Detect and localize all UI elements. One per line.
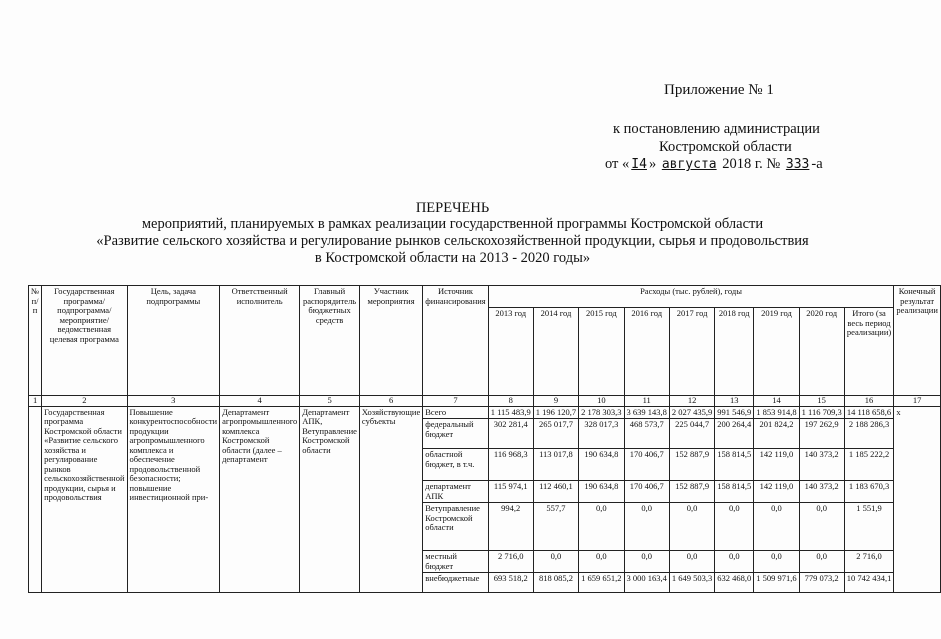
value-cell: 142 119,0 <box>754 481 799 503</box>
value-cell: 2 178 303,3 <box>579 406 624 419</box>
value-cell: 200 264,4 <box>715 419 754 449</box>
value-cell: 0,0 <box>754 551 799 573</box>
decree-line-2: Костромской области <box>659 139 792 155</box>
goal-cell: Повышение конкурентоспособности продукции агропромышленного комплекса и обеспечение продовольственной безопасности; повышение инвестиционной при- <box>127 406 220 593</box>
header-year-2017: 2017 год <box>669 308 714 396</box>
participant-cell: Хозяйствующие субъекты <box>359 406 422 593</box>
title-line-2: «Развитие сельского хозяйства и регулирование рынков сельскохозяйственной продукции, сырья и продовольствия <box>96 233 809 249</box>
value-cell: 693 518,2 <box>488 573 533 593</box>
decree-year: 2018 г. № <box>722 156 781 172</box>
header-year-2018: 2018 год <box>715 308 754 396</box>
value-cell: 328 017,3 <box>579 419 624 449</box>
document-title: ПЕРЕЧЕНЬ <box>415 200 490 216</box>
value-cell: 113 017,8 <box>533 449 578 481</box>
measures-table <box>28 285 941 593</box>
value-cell: 1 115 483,9 <box>488 406 533 419</box>
title-line-3: в Костромской области на 2013 - 2020 годы» <box>314 250 591 266</box>
value-cell: 0,0 <box>715 503 754 551</box>
source-cell: федеральный бюджет <box>423 419 488 449</box>
column-number: 9 <box>533 396 578 407</box>
value-cell: 1 853 914,8 <box>754 406 799 419</box>
header-total: Итого (за весь период реализации) <box>844 308 894 396</box>
value-cell: 779 073,2 <box>799 573 844 593</box>
source-cell: областной бюджет, в т.ч. <box>423 449 488 481</box>
value-cell: 1 509 971,6 <box>754 573 799 593</box>
value-cell: 1 185 222,2 <box>844 449 894 481</box>
value-cell: 0,0 <box>579 551 624 573</box>
column-number: 2 <box>42 396 127 407</box>
value-cell: 0,0 <box>799 503 844 551</box>
column-number: 11 <box>624 396 669 407</box>
value-cell: 190 634,8 <box>579 481 624 503</box>
decree-from: от « <box>605 156 630 172</box>
source-cell: Всего <box>423 406 488 419</box>
value-cell: 140 373,2 <box>799 449 844 481</box>
value-cell: 142 119,0 <box>754 449 799 481</box>
column-number: 1 <box>29 396 42 407</box>
column-number: 16 <box>844 396 894 407</box>
value-cell: 158 814,5 <box>715 481 754 503</box>
column-number: 15 <box>799 396 844 407</box>
value-cell: 152 887,9 <box>669 481 714 503</box>
value-cell: 3 639 143,8 <box>624 406 669 419</box>
value-cell: 1 649 503,3 <box>669 573 714 593</box>
value-cell: 0,0 <box>533 551 578 573</box>
value-cell: 1 116 709,3 <box>799 406 844 419</box>
header-source: Источник финансирования <box>423 286 488 396</box>
source-cell: внебюджетные <box>423 573 488 593</box>
header-num: № п/п <box>29 286 42 396</box>
column-number: 17 <box>894 396 941 407</box>
value-cell: 116 968,3 <box>488 449 533 481</box>
value-cell: 190 634,8 <box>579 449 624 481</box>
value-cell: 170 406,7 <box>624 449 669 481</box>
manager-cell: Департамент АПК, Ветуправление Костромской области <box>300 406 360 593</box>
decree-day: I4 <box>631 157 647 172</box>
value-cell: 115 974,1 <box>488 481 533 503</box>
value-cell: 158 814,5 <box>715 449 754 481</box>
header-result: Конечный результат реализации <box>894 286 941 396</box>
column-number: 7 <box>423 396 488 407</box>
value-cell: 1 183 670,3 <box>844 481 894 503</box>
value-cell: 991 546,9 <box>715 406 754 419</box>
value-cell: 152 887,9 <box>669 449 714 481</box>
source-cell: Ветуправление Костромской области <box>423 503 488 551</box>
value-cell: 1 551,9 <box>844 503 894 551</box>
title-line-1: мероприятий, планируемых в рамках реализации государственной программы Костромской области <box>141 216 764 232</box>
header-year-2019: 2019 год <box>754 308 799 396</box>
value-cell: 1 659 651,2 <box>579 573 624 593</box>
value-cell: 201 824,2 <box>754 419 799 449</box>
value-cell: 302 281,4 <box>488 419 533 449</box>
column-number-row <box>29 396 941 407</box>
decree-mid: » <box>648 156 657 172</box>
value-cell: 2 716,0 <box>844 551 894 573</box>
header-manager: Главный распорядитель бюджетных средств <box>300 286 360 396</box>
program-cell: Государственная программа Костромской области «Развитие сельского хозяйства и регулирование рынков сельскохозяйственной продукции, сырья и продовольствия <box>42 406 127 593</box>
responsible-cell: Департамент агропромышленного комплекса Костромской области (далее – департамент <box>220 406 300 593</box>
result-cell: х <box>894 406 941 593</box>
decree-date-line <box>605 156 823 173</box>
value-cell: 0,0 <box>579 503 624 551</box>
value-cell: 197 262,9 <box>799 419 844 449</box>
column-number: 3 <box>127 396 220 407</box>
header-goal: Цель, задача подпрограммы <box>127 286 220 396</box>
column-number: 8 <box>488 396 533 407</box>
value-cell: 0,0 <box>624 503 669 551</box>
source-cell: департамент АПК <box>423 481 488 503</box>
value-cell: 468 573,7 <box>624 419 669 449</box>
column-number: 12 <box>669 396 714 407</box>
header-year-2013: 2013 год <box>488 308 533 396</box>
column-number: 4 <box>220 396 300 407</box>
table-row-total <box>29 406 941 419</box>
header-program: Государственная программа/ подпрограмма/ мероприятие/ ведомственная целевая программа <box>42 286 127 396</box>
decree-line-1: к постановлению администрации <box>613 121 820 137</box>
column-number: 6 <box>359 396 422 407</box>
value-cell: 994,2 <box>488 503 533 551</box>
column-number: 14 <box>754 396 799 407</box>
value-cell: 140 373,2 <box>799 481 844 503</box>
header-year-2015: 2015 год <box>579 308 624 396</box>
decree-month: августа <box>661 157 717 172</box>
value-cell: 112 460,1 <box>533 481 578 503</box>
value-cell: 265 017,7 <box>533 419 578 449</box>
header-expenses: Расходы (тыс. рублей), годы <box>488 286 894 308</box>
value-cell: 0,0 <box>799 551 844 573</box>
header-year-2016: 2016 год <box>624 308 669 396</box>
source-cell: местный бюджет <box>423 551 488 573</box>
value-cell: 0,0 <box>669 503 714 551</box>
header-responsible: Ответственный исполнитель <box>220 286 300 396</box>
value-cell: 557,7 <box>533 503 578 551</box>
header-year-2014: 2014 год <box>533 308 578 396</box>
decree-suffix: -а <box>811 156 823 172</box>
value-cell: 3 000 163,4 <box>624 573 669 593</box>
appendix-label: Приложение № 1 <box>664 82 774 98</box>
value-cell: 1 196 120,7 <box>533 406 578 419</box>
value-cell: 2 188 286,3 <box>844 419 894 449</box>
value-cell: 0,0 <box>715 551 754 573</box>
value-cell: 0,0 <box>624 551 669 573</box>
value-cell: 2 027 435,9 <box>669 406 714 419</box>
value-cell: 14 118 658,6 <box>844 406 894 419</box>
column-number: 10 <box>579 396 624 407</box>
value-cell: 0,0 <box>669 551 714 573</box>
row-number <box>29 406 42 593</box>
value-cell: 10 742 434,1 <box>844 573 894 593</box>
header-participant: Участник мероприятия <box>359 286 422 396</box>
value-cell: 170 406,7 <box>624 481 669 503</box>
value-cell: 818 085,2 <box>533 573 578 593</box>
value-cell: 0,0 <box>754 503 799 551</box>
column-number: 5 <box>300 396 360 407</box>
decree-number: 333 <box>785 157 810 172</box>
value-cell: 2 716,0 <box>488 551 533 573</box>
header-year-2020: 2020 год <box>799 308 844 396</box>
value-cell: 225 044,7 <box>669 419 714 449</box>
column-number: 13 <box>715 396 754 407</box>
value-cell: 632 468,0 <box>715 573 754 593</box>
